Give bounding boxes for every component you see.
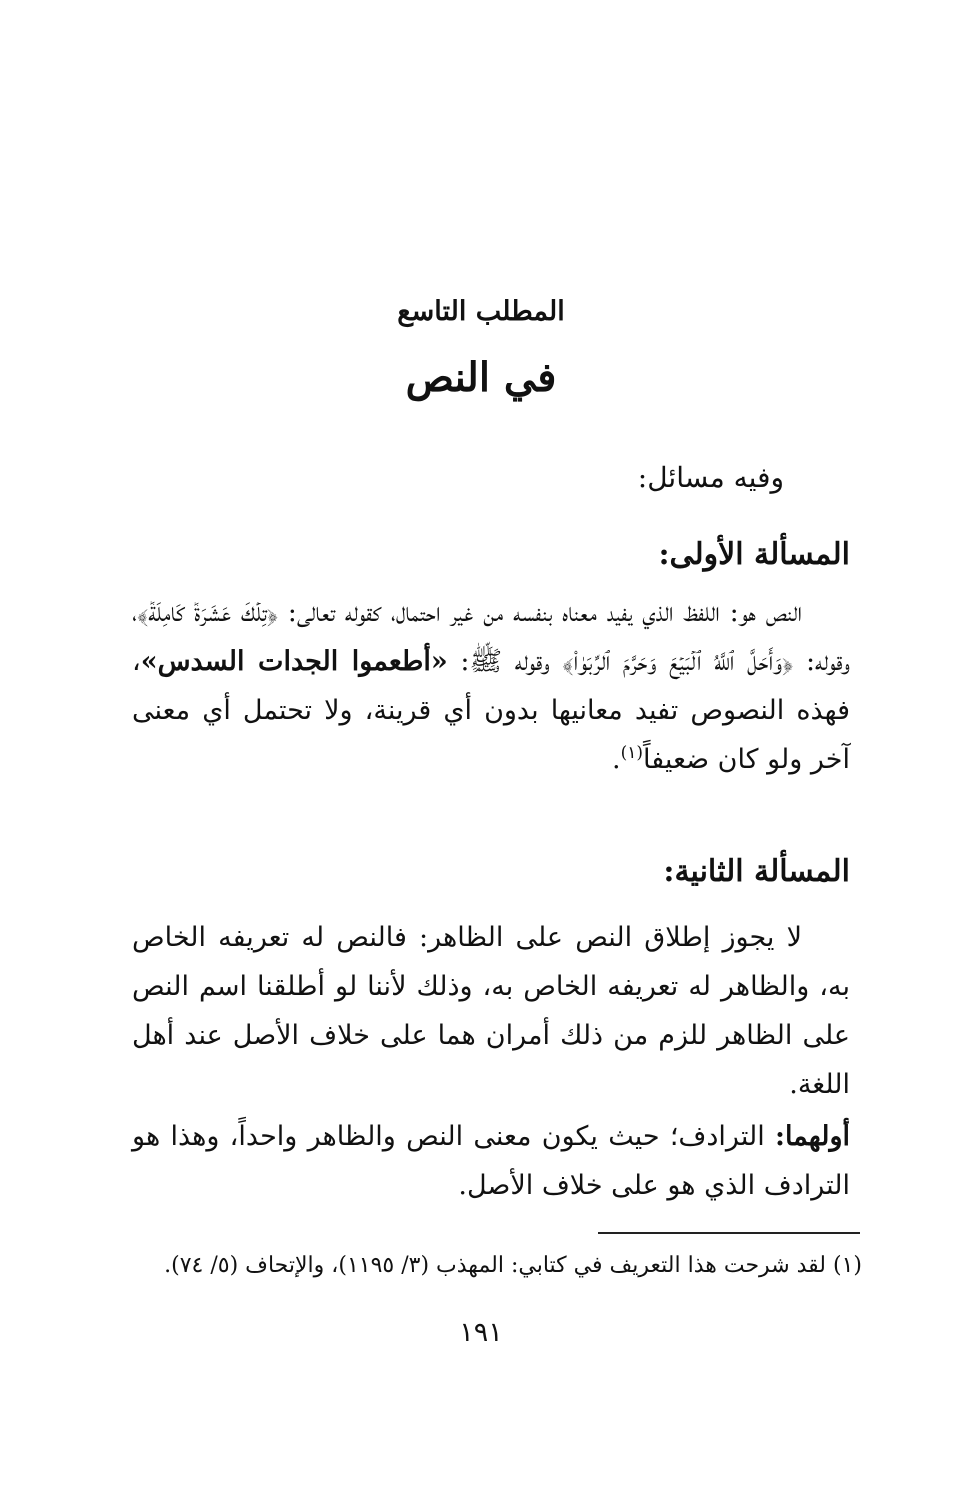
intro-text: وفيه مسائل: — [637, 461, 784, 494]
section-1-heading: المسألة الأولى: — [658, 537, 850, 572]
section-2-heading: المسألة الثانية: — [663, 854, 850, 889]
footnote: (١) لقد شرحت هذا التعريف في كتابي: المهذب (٣/ ١١٩٥)، والإتحاف (٥/ ٧٤). — [164, 1253, 862, 1278]
hadith-quote: «أطعموا الجدات السدس» — [140, 646, 448, 677]
first-consequence-text: الترادف؛ حيث يكون معنى النص والظاهر واحداً، وهذا هو الترادف الذي هو على خلاف الأصل. — [132, 1121, 850, 1201]
first-consequence-paragraph — [132, 1112, 850, 1210]
section-2-text: لا يجوز إطلاق النص على الظاهر: فالنص له تعريفه الخاص به، والظاهر له تعريفه الخاص به، وذلك لأننا لو أطلقنا اسم النص على الظاهر للزم من ذلك أمران هما على خلاف الأصل عند أهل اللغة. — [132, 922, 851, 1100]
chapter-title: في النص — [405, 354, 557, 401]
sentence-end: . — [612, 744, 621, 775]
section-1-paragraph — [132, 588, 850, 784]
explanation-text: ، فهذه النصوص تفيد معانيها بدون أي قرينة، ولا تحتمل أي معنى آخر ولو كان ضعيفاً — [132, 646, 850, 775]
quran-verse-2: ﴿وَأَحَلَّ ٱللَّهُ ٱلۡبَيۡعَ وَحَرَّمَ ٱلرِّبَوٰاْ﴾ — [562, 646, 794, 677]
connector-text-2: وقوله ﷺ: — [447, 646, 563, 677]
page-number: ١٩١ — [459, 1317, 503, 1348]
section-2-paragraph — [132, 913, 850, 1109]
footnote-reference[interactable]: (١) — [620, 743, 644, 763]
quran-verse-1: ﴿تِلۡكَ عَشَرَةٞ كَامِلَةٞ﴾ — [137, 597, 278, 628]
chapter-label: المطلب التاسع — [397, 296, 565, 327]
footnote-divider — [598, 1232, 860, 1234]
connector-text-1: ، وقوله: — [132, 597, 851, 677]
definition-text: النص هو: اللفظ الذي يفيد معناه بنفسه من غير احتمال، كقوله تعالى: — [277, 597, 802, 628]
first-consequence-label: أولهما: — [774, 1121, 850, 1152]
